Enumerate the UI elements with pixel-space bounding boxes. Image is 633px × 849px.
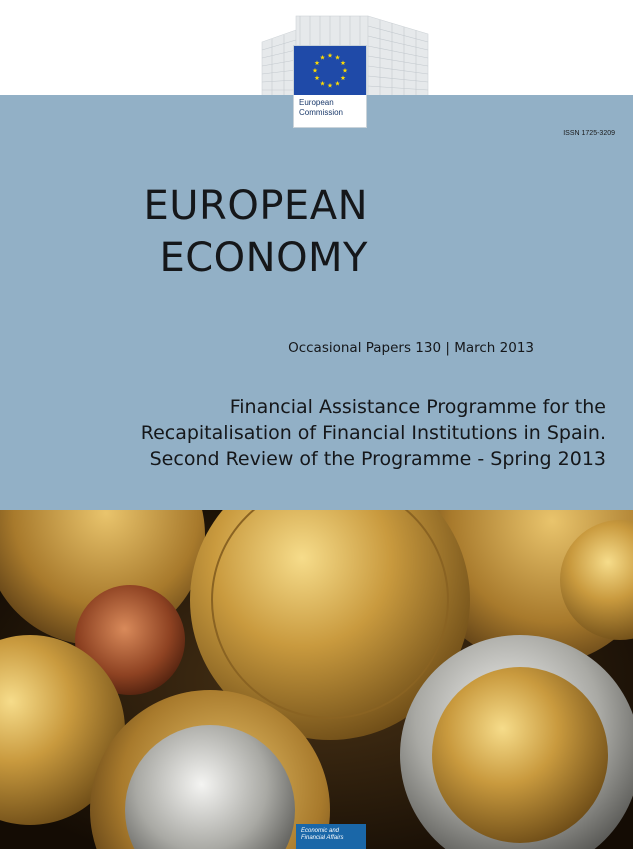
issn-number: ISSN 1725-3209 [563, 130, 615, 137]
coins-illustration [0, 510, 633, 849]
subtitle-line-2: Recapitalisation of Financial Institutions in Spain. [140, 422, 606, 444]
dg-ecfin-label: Economic and Financial Affairs [296, 824, 366, 849]
subtitle-line-3: Second Review of the Programme - Spring 2013 [149, 448, 606, 470]
logo-text: European Commission [299, 98, 344, 117]
report-subtitle [46, 394, 606, 472]
series-info: Occasional Papers 130 | March 2013 [288, 340, 534, 356]
subtitle-line-1: Financial Assistance Programme for the [229, 396, 606, 418]
european-commission-logo [294, 46, 366, 127]
euro-coins-photo [0, 510, 633, 849]
eu-flag-icon [294, 46, 366, 95]
title-line-1: EUROPEAN [143, 183, 368, 229]
page-title [0, 180, 368, 284]
title-line-2: ECONOMY [159, 235, 368, 281]
